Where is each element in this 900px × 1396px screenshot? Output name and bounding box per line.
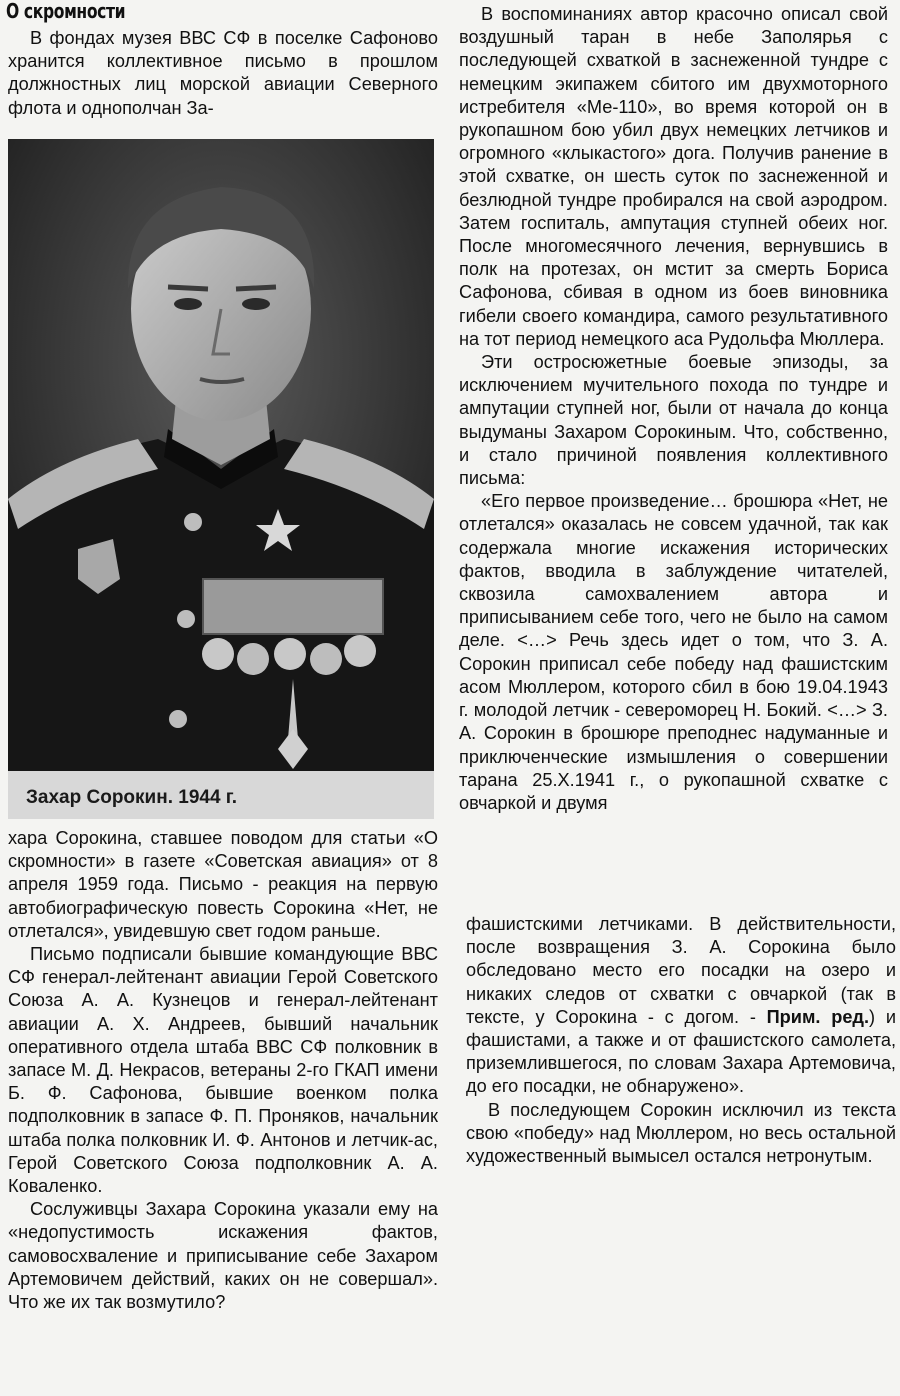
- paragraph: В фондах музея ВВС СФ в поселке Сафоново хранится коллективное письмо в прошлом должностных лиц морской авиации Северного флота и однополчан За-: [8, 28, 438, 118]
- column-left-top: [8, 27, 438, 120]
- column-right-bottom: [466, 913, 896, 1168]
- paragraph: хара Сорокина, ставшее поводом для статьи «О скромности» в газете «Советская авиация» от 8 апреля 1959 года. Письмо - реакция на первую автобиографическую повесть Сорокина «Нет, не отлетался», увидевшую свет годом раньше.: [8, 828, 438, 941]
- column-left-bottom: [8, 827, 438, 1314]
- paragraph: Письмо подписали бывшие командующие ВВС СФ генерал-лейтенант авиации Герой Советского Союза А. А. Кузнецов и генерал-лейтенант авиации А. Х. Андреев, бывший начальник оперативного отдела штаба ВВС СФ полковник в запасе М. Д. Некрасов, ветераны 2-го ГКАП имени Б. Ф. Сафонова, бывшие военком полка подполковник в запасе Ф. П. Проняков, начальник штаба полка полковник И. Ф. Антонов и летчик-ас, Герой Советского Союза подполковник А. А. Коваленко.: [8, 944, 438, 1197]
- article-heading: О скромности: [6, 0, 126, 23]
- column-right-top: [459, 3, 888, 815]
- paragraph: [466, 913, 896, 1099]
- paragraph: Сослуживцы Захара Сорокина указали ему на «недопустимость искажения фактов, самовосхваление и приписывание себе Захаром Артемовичем действий, каких он не совершал». Что же их так возмутило?: [8, 1199, 438, 1313]
- text-run: фашистскими летчиками. В действительности, после возвращения З. А. Сорокина было обследовано место его посадки на озеро и никаких следов от схватки с овчаркой (так в тексте, у Сорокина - с догом. -: [466, 914, 896, 1027]
- portrait-photo: [8, 139, 434, 771]
- photo-caption: Захар Сорокин. 1944 г.: [26, 787, 238, 808]
- editor-note: Прим. ред.: [766, 1006, 870, 1027]
- portrait-illustration: [8, 139, 434, 771]
- paragraph: Эти остросюжетные боевые эпизоды, за исключением мучительного похода по тундре и ампутации ступней ног, были от начала до конца выдуманы Захаром Сорокиным. Что, собственно, и стало причиной появления коллективного письма:: [459, 352, 888, 489]
- paragraph: В воспоминаниях автор красочно описал свой воздушный таран в небе Заполярья с последующей схваткой в заснеженной тундре с немецким экипажем сбитого им двухмоторного истребителя «Ме-110», во время которой он в рукопашном бою убил двух немецких летчиков и огромного «клыкастого» дога. Получив ранение в этой схватке, он шесть суток по заснеженной и безлюдной тундре пробирался на свой аэродром. Затем госпиталь, ампутация ступней обеих ног. После многомесячного лечения, вернувшись в полк на протезах, он мстит за смерть Бориса Сафонова, сбивая в одном из боев виновника гибели своего командира, самого результативного на тот период немецкого аса Рудольфа Мюллера.: [459, 4, 888, 349]
- text-run: ) и фашистами, а также и от фашистского самолета, приземлившегося, по словам Захара Артемовича, до его посадки, не обнаружено».: [466, 1006, 896, 1097]
- paragraph: В последующем Сорокин исключил из текста свою «победу» над Мюллером, но весь остальной художественный вымысел остался нетронутым.: [466, 1099, 896, 1167]
- quote-paragraph: «Его первое произведение… брошюра «Нет, не отлетался» оказалась не совсем удачной, так как содержала многие искажения исторических фактов, вводила в заблуждение читателей, сквозила самохвалением автора и приписыванием себе того, чего не было на самом деле. <…> Речь здесь идет о том, что З. А. Сорокин приписал себе победу над фашистским асом Мюллером, которого сбил в бою 19.04.1943 г. молодой летчик - североморец Н. Бокий. <…> З. А. Сорокин в брошюре преподнес надуманные и приключенческие измышления о совершении тарана 25.X.1941 г., о рукопашной схватке с овчаркой и двумя: [459, 491, 888, 813]
